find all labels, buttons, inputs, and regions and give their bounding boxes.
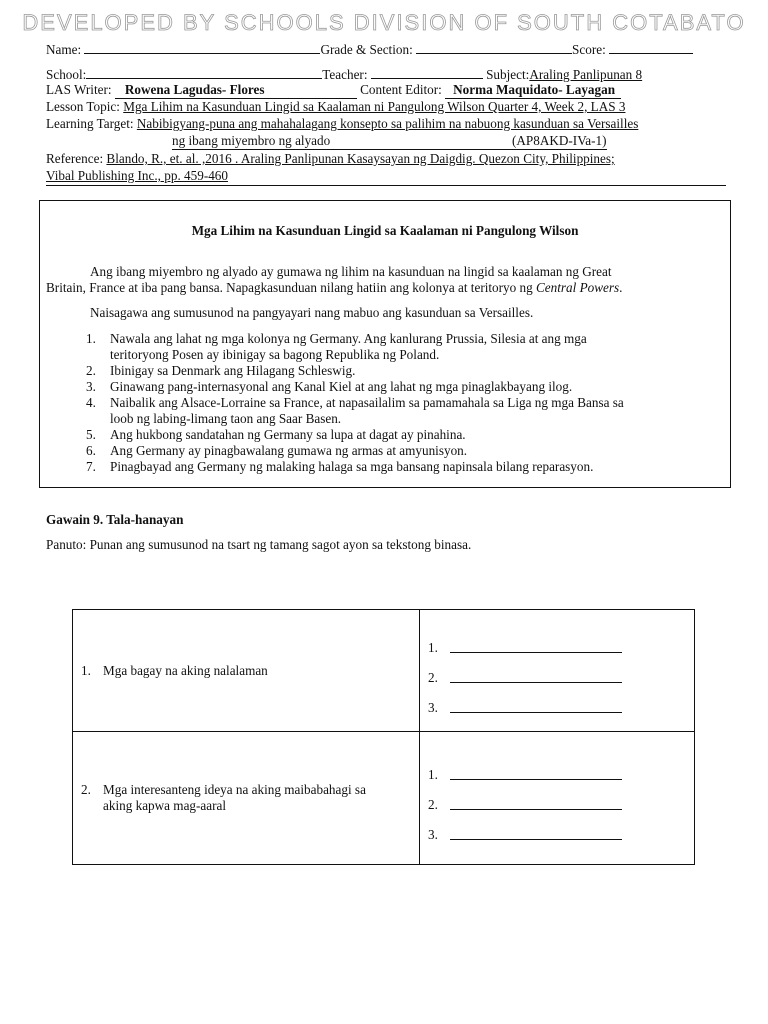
question-cell: 1. Mga bagay na aking nalalaman [73, 610, 420, 732]
lesson-topic-label: Lesson Topic: [46, 99, 120, 114]
subject-label: Subject: [486, 67, 530, 82]
versailles-list [86, 331, 726, 475]
header-row-writer [46, 82, 726, 99]
answer-cell [420, 732, 695, 865]
question-text: Mga bagay na aking nalalaman [103, 662, 268, 678]
list-item: 3. Ginawang pang-internasyonal ang Kanal Kiel at ang lahat ng mga pinaglakbayang ilog. [86, 379, 573, 394]
header-row-school [46, 65, 726, 83]
score-label: Score: [572, 42, 606, 57]
activity-title: Gawain 9. Tala-hanayan [46, 512, 184, 527]
teacher-label: Teacher: [322, 67, 368, 82]
list-item: 1. Nawala ang lahat ng mga kolonya ng Germany. Ang kanlurang Prussia, Silesia at ang mga teritoryong Posen ay ibinigay sa bagong Republika ng Poland. [86, 331, 587, 362]
teacher-field[interactable] [371, 65, 483, 79]
learning-target-line1: Nabibigyang-puna ang mahahalagang konsepto sa palihim na nabuong kasunduan sa Versailles [136, 116, 639, 131]
central-powers-text: Central Powers [536, 280, 620, 295]
watermark: DEVELOPED BY SCHOOLS DIVISION OF SOUTH COTABATO [22, 10, 746, 35]
score-field[interactable] [609, 40, 693, 54]
answer-line[interactable]: 1. [428, 626, 686, 656]
lesson-topic-value: Mga Lihim na Kasunduan Lingid sa Kaalaman ni Pangulong Wilson Quarter 4, Week 2, LAS 3 [123, 99, 626, 114]
reading-paragraph-2: Naisagawa ang sumusunod na pangyayari nang mabuo ang kasunduan sa Versailles. [90, 305, 534, 320]
list-item: 7. Pinagbayad ang Germany ng malaking halaga sa mga bansang napinsala bilang reparasyon. [86, 459, 594, 474]
answer-line[interactable]: 3. [428, 686, 686, 716]
list-item: 6. Ang Germany ay pinagbawalang gumawa ng armas at amyunisyon. [86, 443, 468, 458]
para1-line1: Ang ibang miyembro ng alyado ay gumawa ng lihim na kasunduan na lingid sa kaalaman ng Great [90, 264, 612, 279]
learning-target-label: Learning Target: [46, 116, 134, 131]
header-divider [46, 185, 726, 186]
reading-box [39, 200, 731, 488]
school-label: School: [46, 67, 87, 82]
list-item: 2. Ibinigay sa Denmark ang Hilagang Schleswig. [86, 363, 356, 378]
question-cell: 2. Mga interesanteng ideya na aking maibabahagi sa aking kapwa mag-aaral [73, 732, 420, 865]
header-row-reference [46, 151, 726, 167]
las-writer-value: Rowena Lagudas- Flores [115, 82, 357, 99]
table-row [73, 610, 695, 732]
learning-target-line2: ng ibang miyembro ng alyado [172, 133, 512, 150]
grade-field[interactable] [416, 40, 572, 54]
reference-label: Reference: [46, 151, 104, 166]
list-item: 4. Naibalik ang Alsace-Lorraine sa France, at napasailalim sa pamamahala sa Liga ng mga Bansa sa loob ng labing-limang taon ang Saar Basen. [86, 395, 624, 426]
answer-line[interactable]: 2. [428, 656, 686, 686]
reading-paragraph-1 [46, 264, 726, 296]
list-item: 5. Ang hukbong sandatahan ng Germany sa lupa at dagat ay pinahina. [86, 427, 466, 442]
content-editor-value: Norma Maquidato- Layagan [445, 82, 621, 99]
answer-cell [420, 610, 695, 732]
table-row [73, 732, 695, 865]
subject-value: Araling Panlipunan 8 [529, 67, 643, 82]
name-field[interactable] [84, 40, 320, 54]
header-row-target [46, 116, 726, 132]
reference-line2: Vibal Publishing Inc., pp. 459-460 [46, 168, 228, 183]
question-text: Mga interesanteng ideya na aking maibabahagi sa aking kapwa mag-aaral [103, 782, 366, 813]
grade-label: Grade & Section: [320, 42, 413, 57]
school-field[interactable] [86, 65, 322, 79]
learning-target-code: (AP8AKD-IVa-1) [512, 133, 607, 148]
header-row-name [46, 40, 726, 58]
las-writer-label: LAS Writer: [46, 82, 112, 97]
content-editor-label: Content Editor: [360, 82, 442, 97]
answer-line[interactable]: 3. [428, 813, 686, 843]
header-row-lesson [46, 99, 726, 115]
header-row-target-2 [172, 133, 702, 150]
reference-line1: Blando, R., et. al. ,2016 . Araling Panlipunan Kasaysayan ng Daigdig. Quezon City, Philippines; [106, 151, 615, 166]
reading-title: Mga Lihim na Kasunduan Lingid sa Kaalaman ni Pangulong Wilson [191, 223, 579, 238]
name-label: Name: [46, 42, 82, 57]
answer-table [72, 609, 695, 865]
activity-instruction: Panuto: Punan ang sumusunod na tsart ng tamang sagot ayon sa tekstong binasa. [46, 537, 472, 552]
para1-line2: Britain, France at iba pang bansa. Napagkasunduan nilang hatiin ang kolonya at teritoryo ng Central Powers. [46, 280, 623, 295]
header-row-reference-2 [46, 168, 726, 184]
answer-line[interactable]: 2. [428, 783, 686, 813]
answer-line[interactable]: 1. [428, 753, 686, 783]
